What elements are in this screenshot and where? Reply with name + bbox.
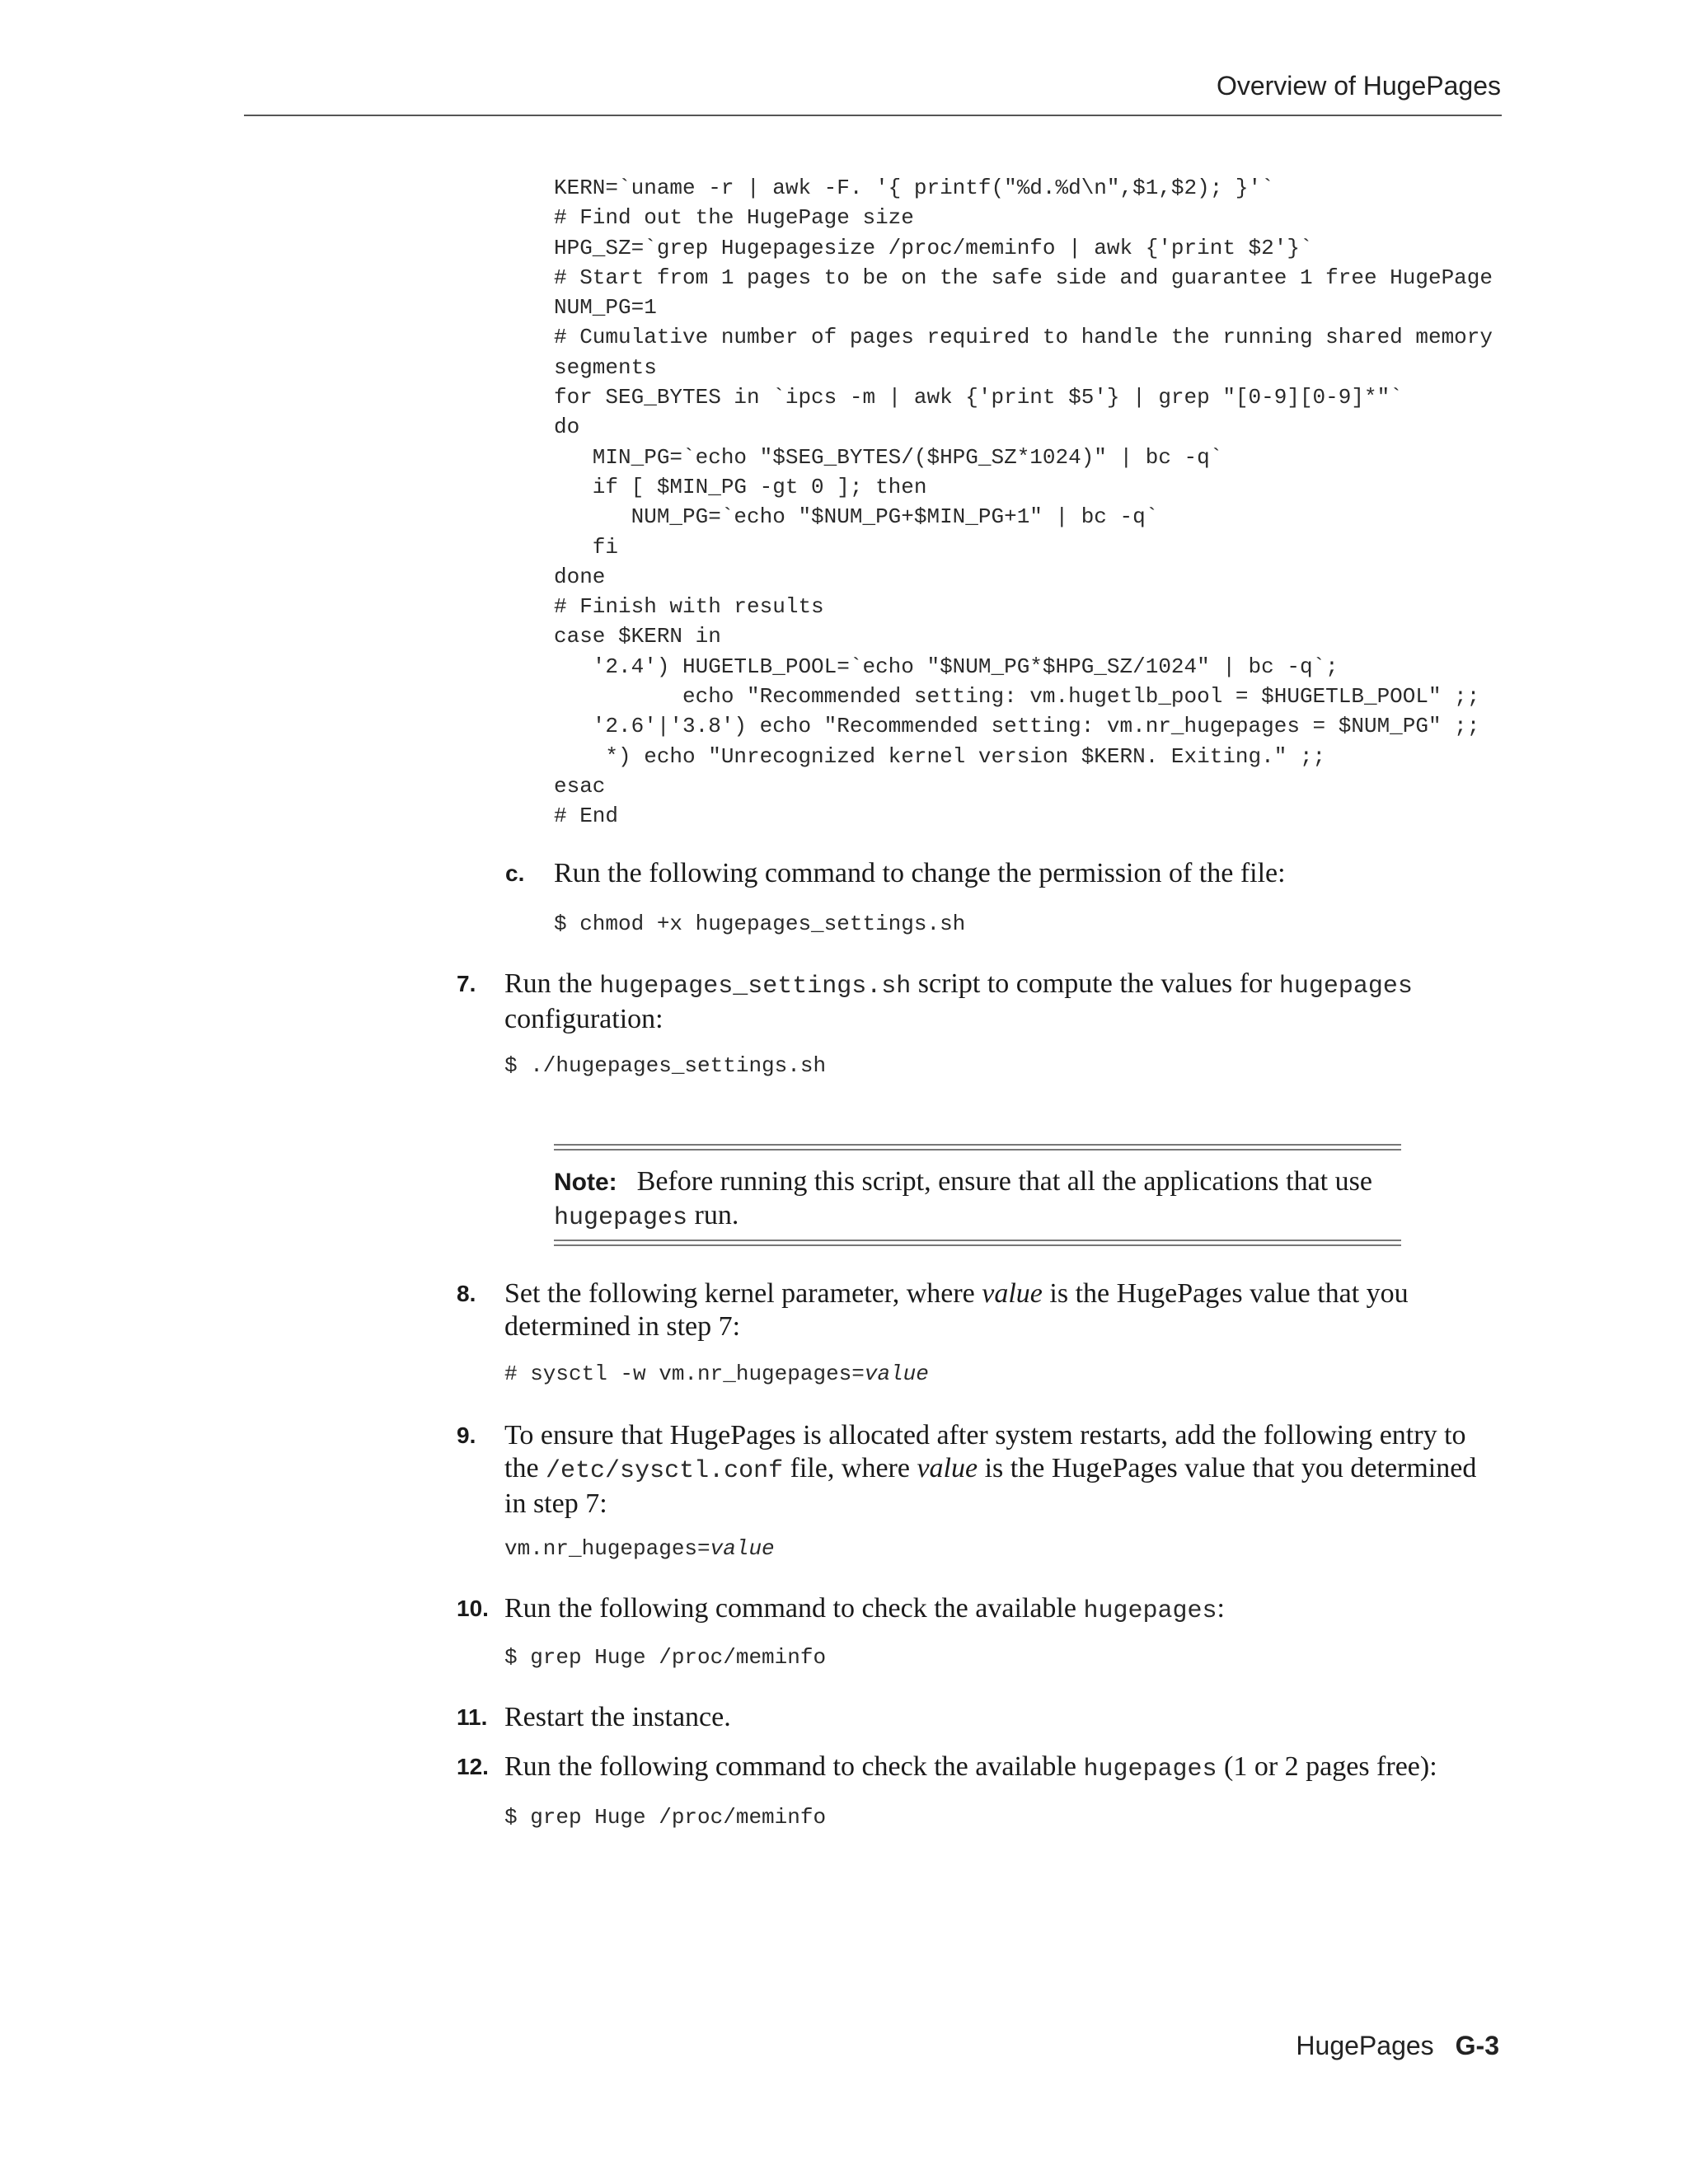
step-text: : [1217, 1593, 1225, 1624]
footer-section: HugePages [1296, 2031, 1434, 2060]
step-8 [457, 1277, 1502, 1343]
code-line: segments [554, 354, 657, 380]
code-line: # Start from 1 pages to be on the safe side and guarantee 1 free HugePage [554, 265, 1493, 290]
step-9 [457, 1419, 1502, 1521]
chmod-command: $ chmod +x hugepages_settings.sh [554, 912, 966, 936]
code-line: case $KERN in [554, 624, 721, 649]
note-body: run. [687, 1200, 739, 1230]
step-text: Run the following command to check the available [504, 1593, 1084, 1624]
inline-code: hugepages_settings.sh [599, 972, 912, 1001]
code-line: esac [554, 773, 606, 799]
note-box [554, 1144, 1401, 1246]
emphasis: value [982, 1278, 1043, 1309]
code-line: MIN_PG=`echo "$SEG_BYTES/($HPG_SZ*1024)" | bc -q` [554, 444, 1223, 470]
code-line: echo "Recommended setting: vm.hugetlb_pool = $HUGETLB_POOL" ;; [554, 684, 1480, 710]
grep-command: $ grep Huge /proc/meminfo [504, 1645, 827, 1670]
emphasis: value [917, 1453, 978, 1483]
step-text: (1 or 2 pages free): [1217, 1751, 1437, 1782]
step-text: is the HugePages value that you determined in step 7: [504, 1278, 1409, 1342]
page-footer [1296, 2031, 1499, 2061]
step-text: file, where [783, 1453, 917, 1483]
note-bottom-rule [554, 1244, 1401, 1246]
sysctl-conf-entry [504, 1536, 775, 1561]
code-line: HPG_SZ=`grep Hugepagesize /proc/meminfo | awk {'print $2'}` [554, 235, 1313, 260]
step-text: To ensure that HugePages is allocated after system restarts, add the following entry to the [504, 1420, 1466, 1483]
code-line: KERN=`uname -r | awk -F. '{ printf("%d.%d\n",$1,$2); }'` [554, 176, 1274, 200]
code-line: fi [554, 534, 619, 560]
code-line: done [554, 564, 606, 589]
inline-code: hugepages [1083, 1755, 1217, 1783]
step-text: Restart the instance. [504, 1702, 731, 1732]
step-text: is the HugePages value that you determined in step 7: [504, 1453, 1477, 1519]
code-line: # Cumulative number of pages required to handle the running shared memory [554, 325, 1493, 350]
page-number: G-3 [1455, 2031, 1499, 2060]
note-label: Note: [554, 1169, 617, 1196]
code-line: NUM_PG=1 [554, 295, 657, 321]
step-number: 7. [457, 971, 476, 996]
code-line: do [554, 415, 580, 440]
inline-code: /etc/sysctl.conf [546, 1457, 784, 1485]
step-number: 10. [457, 1596, 489, 1621]
step-number: 11. [457, 1704, 488, 1730]
step-number: 9. [457, 1422, 476, 1448]
sysctl-command [504, 1361, 929, 1386]
code-line: '2.6'|'3.8') echo "Recommended setting: vm.nr_hugepages = $NUM_PG" ;; [554, 714, 1480, 739]
step-text: Set the following kernel parameter, where [504, 1278, 982, 1309]
command-prefix: vm.nr_hugepages= [504, 1536, 710, 1561]
note-top-rule [554, 1144, 1401, 1146]
step-text: Run the following command to change the permission of the file: [554, 858, 1286, 888]
inline-code: hugepages [1083, 1597, 1217, 1625]
code-line: *) echo "Unrecognized kernel version $KERN. Exiting." ;; [554, 743, 1326, 769]
code-line: for SEG_BYTES in `ipcs -m | awk {'print $5'} | grep "[0-9][0-9]*"` [554, 385, 1403, 410]
step-11 [457, 1701, 1502, 1734]
step-number: 8. [457, 1281, 476, 1306]
command-placeholder: value [864, 1361, 929, 1386]
note-bottom-rule-inner [554, 1240, 1401, 1241]
step-text: Run the following command to check the available [504, 1751, 1084, 1782]
command-prefix: # sysctl -w vm.nr_hugepages= [504, 1361, 865, 1386]
code-line: # End [554, 804, 619, 829]
code-line: NUM_PG=`echo "$NUM_PG+$MIN_PG+1" | bc -q` [554, 504, 1159, 530]
note-top-rule-inner [554, 1149, 1401, 1151]
note-text [554, 1165, 1401, 1235]
running-header-title: Overview of HugePages [1216, 71, 1501, 101]
script-code-block [554, 173, 1493, 832]
step-12 [457, 1750, 1502, 1786]
step-c [505, 857, 1502, 890]
code-line: if [ $MIN_PG -gt 0 ]; then [554, 474, 927, 499]
code-line: '2.4') HUGETLB_POOL=`echo "$NUM_PG*$HPG_SZ/1024" | bc -q`; [554, 654, 1339, 679]
code-line: # Find out the HugePage size [554, 205, 914, 231]
header-divider [244, 115, 1502, 116]
step-number: 12. [457, 1754, 489, 1779]
step-7 [457, 968, 1452, 1036]
step-number: c. [505, 860, 525, 886]
command-placeholder: value [710, 1536, 775, 1561]
inline-code: hugepages [1278, 972, 1413, 1001]
grep-command: $ grep Huge /proc/meminfo [504, 1805, 827, 1830]
note-body: Before running this script, ensure that all the applications that use [636, 1166, 1372, 1197]
step-text: script to compute the values for [911, 968, 1279, 999]
code-line: # Finish with results [554, 594, 824, 620]
run-script-command: $ ./hugepages_settings.sh [504, 1053, 827, 1078]
step-text: configuration: [504, 1004, 663, 1034]
step-10 [457, 1592, 1502, 1628]
inline-code: hugepages [554, 1204, 688, 1232]
step-text: Run the [504, 968, 600, 999]
